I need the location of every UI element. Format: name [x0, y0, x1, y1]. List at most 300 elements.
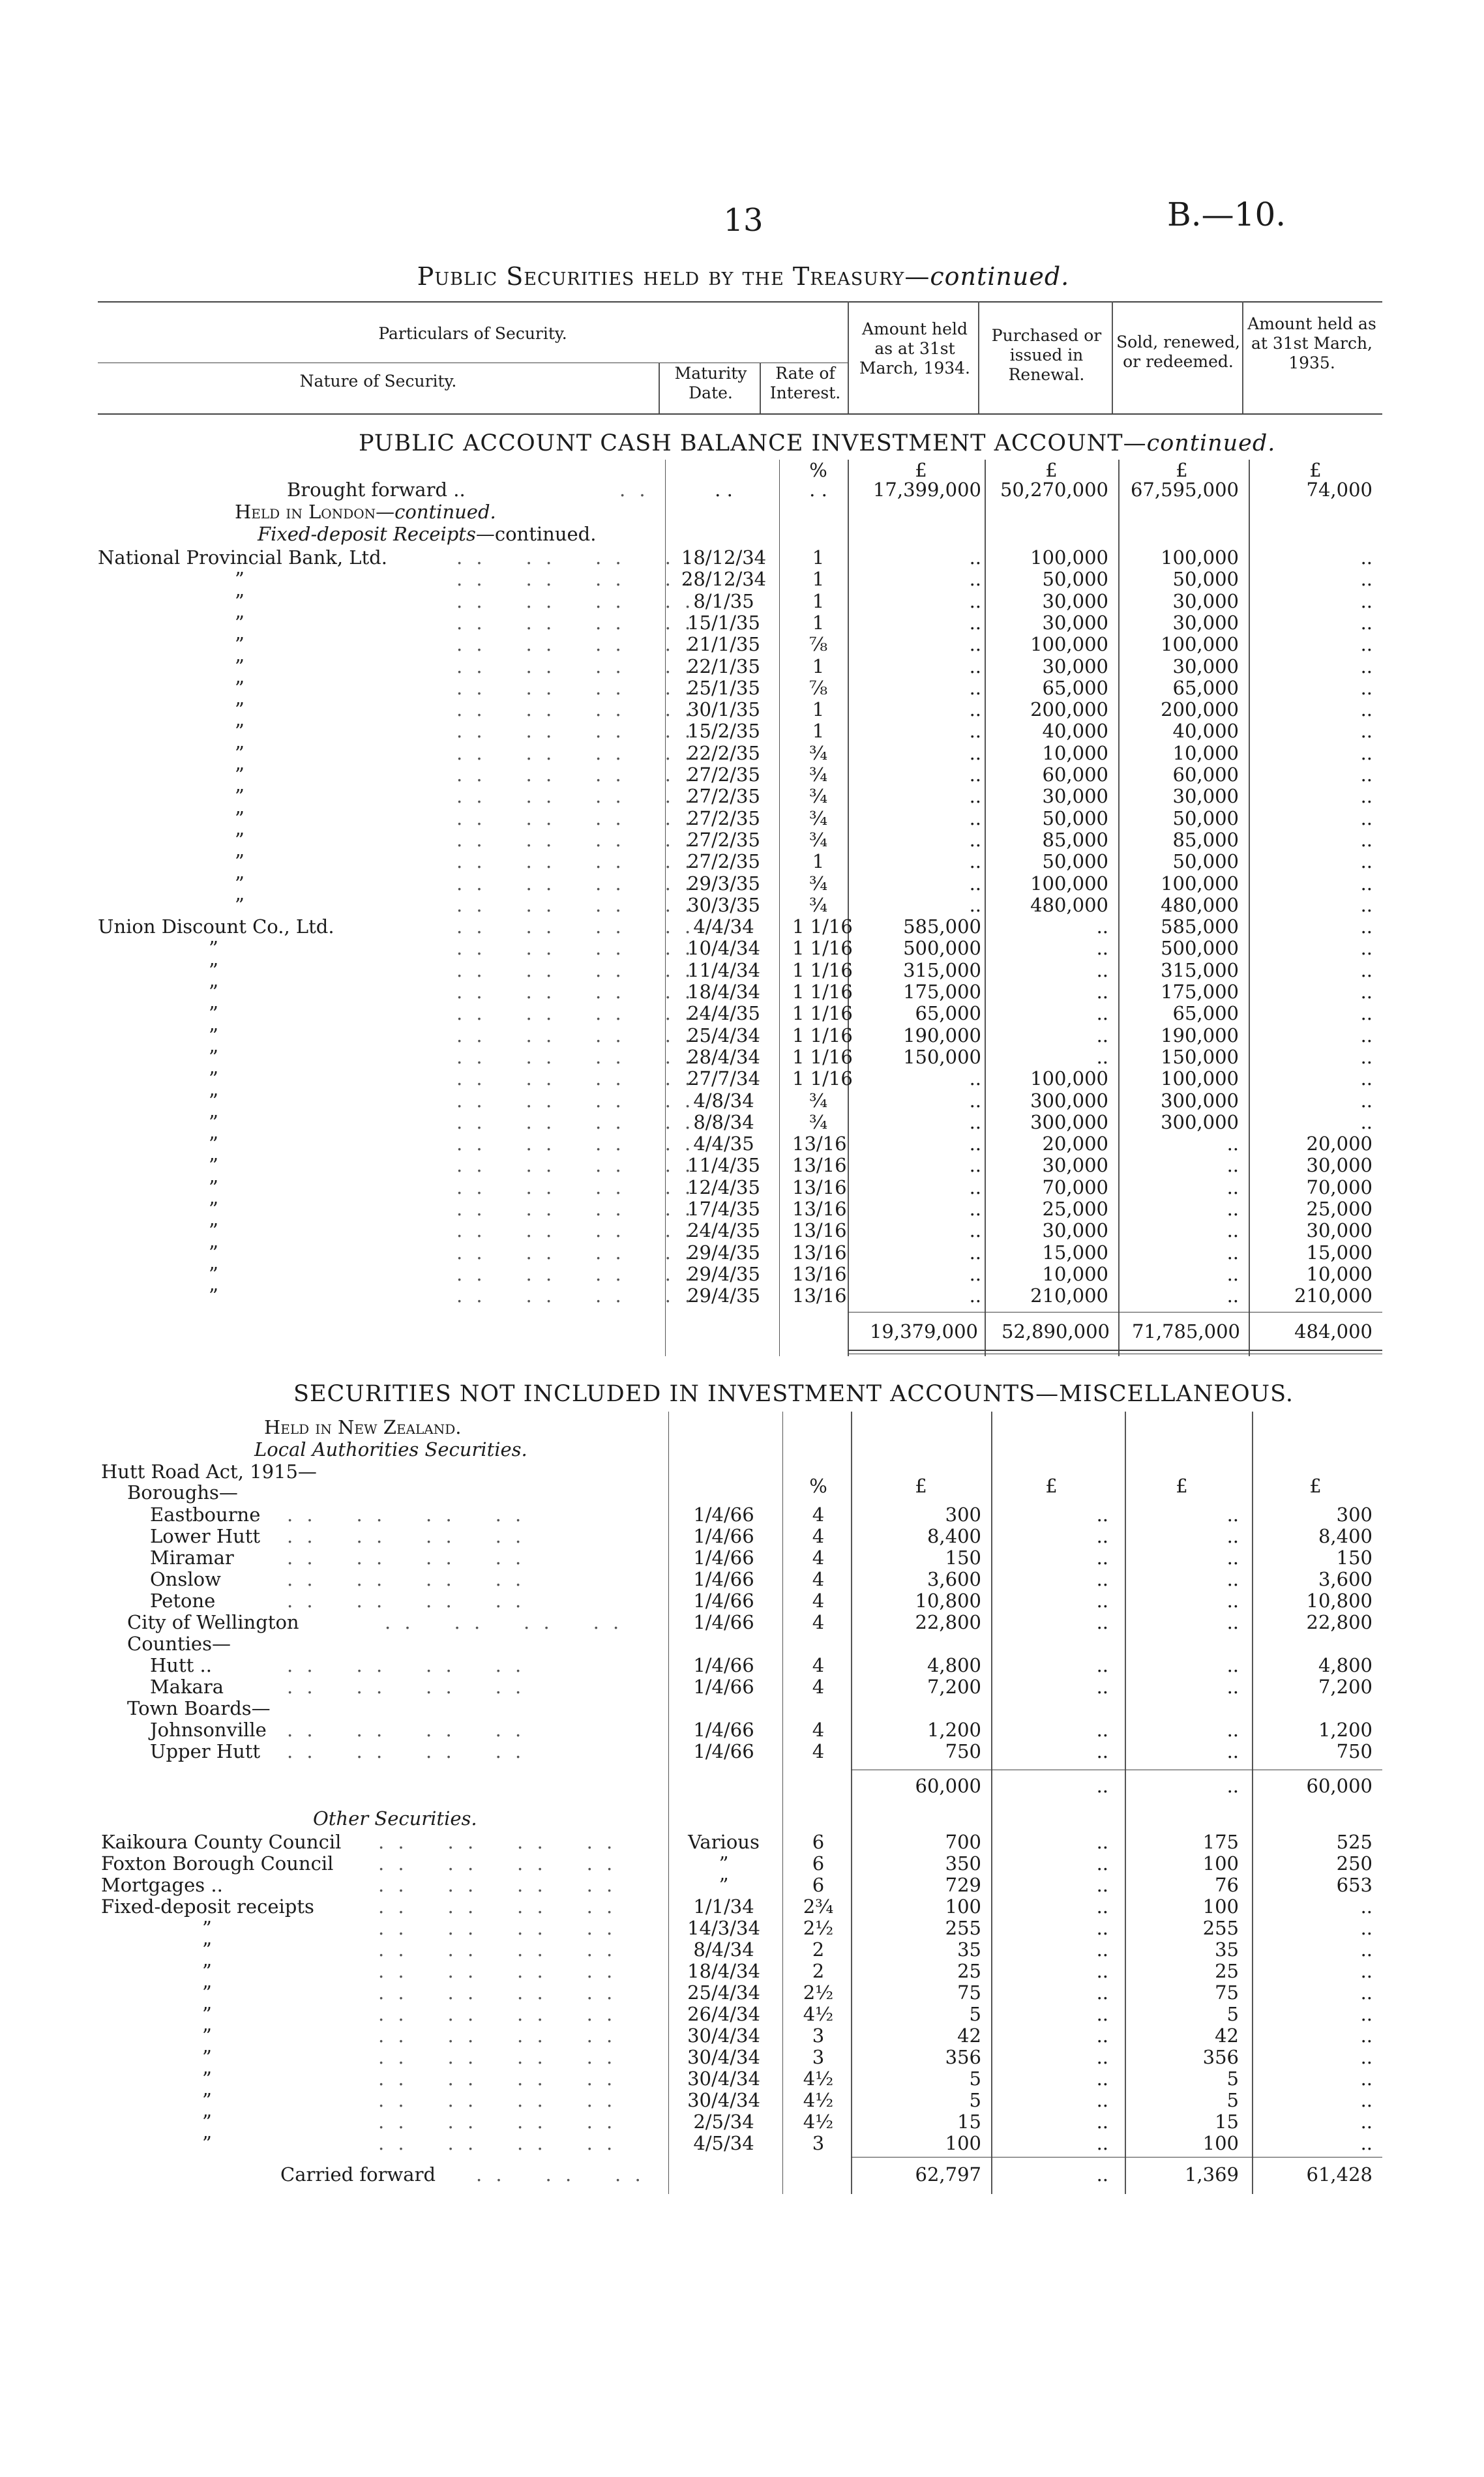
section-title-misc: SECURITIES NOT INCLUDED IN INVESTMENT ACCOUNTS—MISCELLANEOUS. [293, 1381, 1294, 1407]
leader-dots: . . . . . . . . [456, 1198, 695, 1220]
interest-rate: 13/16 [792, 1133, 847, 1155]
maturity-date: 28/12/34 [681, 568, 767, 590]
amount-purchased: 50,000 [1042, 568, 1108, 590]
interest-rate: 6 [812, 1874, 825, 1896]
unit-sold: £ [1176, 1475, 1188, 1497]
amount-purchased: 50,000 [1042, 850, 1108, 872]
interest-rate: 2½ [803, 1917, 834, 1939]
table-row [0, 1611, 1484, 1633]
amount-end: .. [1360, 764, 1373, 786]
table-row [0, 720, 1484, 742]
amount-end: 22,800 [1306, 1611, 1373, 1633]
maturity-date: 1/4/66 [693, 1740, 754, 1762]
amount-purchased: 30,000 [1042, 590, 1108, 612]
maturity-date: 14/3/34 [687, 1917, 760, 1939]
document-code: B.—10. [1167, 196, 1286, 233]
amount-purchased: .. [1096, 1917, 1108, 1939]
amount-held: 100 [945, 1895, 981, 1918]
amount-purchased: .. [1096, 2025, 1108, 2047]
amount-held: .. [969, 1263, 981, 1285]
security-name: ” [209, 981, 218, 1003]
amount-purchased: .. [1096, 981, 1108, 1003]
header-top-rule [98, 301, 1382, 303]
table-row [0, 742, 1484, 764]
security-name: ” [235, 698, 245, 720]
table-row [0, 1831, 1484, 1853]
security-name: Foxton Borough Council [101, 1852, 334, 1875]
amount-held: 5 [969, 2003, 981, 2025]
amount-purchased: .. [1096, 2068, 1108, 2090]
security-name: Fixed-deposit receipts [101, 1895, 314, 1918]
carried-forward-held: 62,797 [915, 2163, 981, 2186]
amount-purchased: 200,000 [1030, 698, 1108, 720]
amount-sold: .. [1226, 1611, 1239, 1633]
interest-rate: 4½ [803, 2111, 834, 2133]
maturity-date: 8/8/34 [693, 1111, 754, 1133]
amount-end: 15,000 [1306, 1241, 1373, 1264]
amount-end: .. [1360, 937, 1373, 959]
table-row [0, 1133, 1484, 1155]
table-row [0, 1568, 1484, 1590]
table-row [0, 568, 1484, 590]
table-row [0, 1198, 1484, 1220]
held-in-nz-heading: Held in New Zealand. [264, 1416, 462, 1438]
amount-held: .. [969, 1133, 981, 1155]
amount-end: .. [1360, 915, 1373, 938]
security-name: ” [235, 568, 245, 590]
amount-end: .. [1360, 1938, 1373, 1961]
leader-dots: . . . . . . . . [287, 1740, 526, 1762]
security-name: ” [202, 2132, 212, 2154]
header-divider [659, 363, 660, 413]
amount-end: .. [1360, 2003, 1373, 2025]
leader-dots: . . . . . . . . [287, 1504, 526, 1526]
amount-sold: .. [1226, 1133, 1239, 1155]
amount-end: .. [1360, 829, 1373, 851]
amount-sold: 76 [1215, 1874, 1239, 1896]
held-in-london-text: Held in London— [235, 501, 395, 523]
amount-held: 150 [945, 1547, 981, 1569]
amount-purchased: 70,000 [1042, 1176, 1108, 1198]
header-nature: Nature of Security. [299, 372, 457, 391]
security-name: ” [209, 1219, 218, 1241]
leader-dots: . . . . . . . . [456, 1219, 695, 1241]
leader-dots: . . . . . . . . [456, 546, 695, 569]
boroughs-heading: Boroughs— [127, 1481, 238, 1504]
held-in-london-continued: continued. [394, 501, 496, 523]
amount-held: .. [969, 894, 981, 916]
table-row [0, 850, 1484, 872]
section-title-text: PUBLIC ACCOUNT CASH BALANCE INVESTMENT ACCOUNT— [359, 430, 1147, 456]
leader-dots: . . . . . . . . [456, 1241, 695, 1264]
maturity-date: 1/4/66 [693, 1719, 754, 1741]
table-row [0, 1241, 1484, 1264]
table-row [0, 1547, 1484, 1569]
table-row [0, 1067, 1484, 1090]
maturity-date: 18/4/34 [687, 1960, 760, 1982]
amount-purchased: 20,000 [1042, 1133, 1108, 1155]
security-name: ” [202, 1938, 212, 1961]
amount-sold: 50,000 [1172, 807, 1239, 829]
amount-purchased: .. [1096, 915, 1108, 938]
unit-purchased: £ [1045, 1475, 1058, 1497]
amount-purchased: .. [1096, 2003, 1108, 2025]
amount-sold: .. [1226, 1198, 1239, 1220]
amount-sold: .. [1226, 1547, 1239, 1569]
unit-rate: % [809, 459, 827, 481]
amount-held: .. [969, 698, 981, 720]
maturity-date: ” [719, 1874, 729, 1896]
security-name: Eastbourne [150, 1504, 261, 1526]
table-row [0, 1111, 1484, 1133]
local-authorities-heading: Local Authorities Securities. [254, 1438, 527, 1461]
leader-dots: . . . . . . . . [456, 981, 695, 1003]
leader-dots: . . . . . . . . [378, 2111, 617, 2133]
interest-rate: 4½ [803, 2003, 834, 2025]
amount-held: .. [969, 590, 981, 612]
security-name: ” [235, 785, 245, 807]
interest-rate: 3 [812, 2025, 825, 2047]
amount-purchased: .. [1096, 1002, 1108, 1024]
leader-dots: . . . . . . . . [456, 915, 695, 938]
amount-sold: 65,000 [1172, 1002, 1239, 1024]
amount-held: 315,000 [903, 959, 981, 981]
amount-sold: 50,000 [1172, 568, 1239, 590]
leader-dots: . . . . . . . . [378, 2046, 617, 2068]
security-name: ” [235, 807, 245, 829]
leader-dots: . . . . . . . . [456, 807, 695, 829]
leader-dots: . . . . . . . . [456, 1154, 695, 1176]
maturity-date: 25/4/34 [687, 1981, 760, 2004]
maturity-date: 30/3/35 [687, 894, 760, 916]
interest-rate: 13/16 [792, 1198, 847, 1220]
amount-sold: 25 [1215, 1960, 1239, 1982]
leader-dots: . . . . . . . . [456, 612, 695, 634]
amount-held: .. [969, 633, 981, 655]
interest-rate: 4 [812, 1568, 825, 1590]
amount-purchased: .. [1096, 1831, 1108, 1853]
amount-sold: 5 [1226, 2068, 1239, 2090]
amount-end: .. [1360, 981, 1373, 1003]
security-name: ” [202, 2089, 212, 2111]
amount-sold: 255 [1202, 1917, 1239, 1939]
amount-end: .. [1360, 2025, 1373, 2047]
amount-end: .. [1360, 612, 1373, 634]
interest-rate: 1 1/16 [792, 1067, 853, 1090]
maturity-date: 30/1/35 [687, 698, 760, 720]
amount-purchased: .. [1096, 937, 1108, 959]
amount-end: 10,800 [1306, 1590, 1373, 1612]
security-name: ” [202, 2046, 212, 2068]
security-name: ” [202, 1960, 212, 1982]
maturity-date: 4/5/34 [693, 2132, 754, 2154]
security-name: ” [235, 764, 245, 786]
interest-rate: 1 [812, 546, 825, 569]
table-row [0, 937, 1484, 959]
amount-held: .. [969, 1067, 981, 1090]
maturity-date: 30/4/34 [687, 2046, 760, 2068]
maturity-date: 28/4/34 [687, 1046, 760, 1068]
group-heading: Counties— [127, 1633, 231, 1655]
amount-purchased: 30,000 [1042, 1219, 1108, 1241]
security-name: ” [209, 1090, 218, 1112]
amount-end: .. [1360, 1046, 1373, 1068]
amount-held: 65,000 [915, 1002, 981, 1024]
amount-end: .. [1360, 2132, 1373, 2154]
amount-end: 250 [1336, 1852, 1373, 1875]
interest-rate: 4 [812, 1740, 825, 1762]
amount-sold: .. [1226, 1219, 1239, 1241]
page-title-text: Public Securities held by the Treasury— [417, 262, 930, 291]
amount-sold: 75 [1215, 1981, 1239, 2004]
maturity-date: 21/1/35 [687, 633, 760, 655]
header-divider [1112, 301, 1113, 413]
amount-sold: 35 [1215, 1938, 1239, 1961]
interest-rate: ¾ [809, 1111, 828, 1133]
amount-sold: 300,000 [1161, 1111, 1239, 1133]
leader-dots: . . . . . . . . [378, 1960, 617, 1982]
maturity-date: 27/2/35 [687, 764, 760, 786]
amount-end: .. [1360, 959, 1373, 981]
amount-end: 525 [1336, 1831, 1373, 1853]
maturity-date: 1/4/66 [693, 1504, 754, 1526]
amount-held: .. [969, 1111, 981, 1133]
amount-held: 17,399,000 [872, 479, 981, 501]
amount-end: .. [1360, 1895, 1373, 1918]
maturity-date: 1/4/66 [693, 1568, 754, 1590]
table-row [0, 1874, 1484, 1896]
amount-held: 4,800 [927, 1654, 981, 1676]
carried-forward-label: Carried forward [280, 2163, 436, 2186]
maturity-date: 27/7/34 [687, 1067, 760, 1090]
leader-dots: . . . . . . . . [378, 1852, 617, 1875]
table-row [0, 1981, 1484, 2004]
interest-rate: ¾ [809, 1090, 828, 1112]
amount-sold: 42 [1215, 2025, 1239, 2047]
amount-sold: .. [1226, 1590, 1239, 1612]
amount-sold: 100,000 [1161, 1067, 1239, 1090]
table-row [0, 1046, 1484, 1068]
leader-dots: . . . . . . . . [456, 720, 695, 742]
amount-purchased: .. [1096, 2111, 1108, 2133]
maturity-date: 27/2/35 [687, 807, 760, 829]
maturity-date: 1/4/66 [693, 1654, 754, 1676]
interest-rate: ¾ [809, 742, 828, 764]
amount-held: .. [969, 764, 981, 786]
interest-rate: 13/16 [792, 1219, 847, 1241]
amount-purchased: .. [1096, 959, 1108, 981]
maturity-date: 29/4/35 [687, 1263, 760, 1285]
amount-held: .. [969, 829, 981, 851]
interest-rate: 6 [812, 1831, 825, 1853]
amount-held: .. [969, 546, 981, 569]
maturity-date: . . [715, 479, 733, 501]
security-name: ” [235, 655, 245, 677]
amount-end: 653 [1336, 1874, 1373, 1896]
amount-sold: .. [1226, 1740, 1239, 1762]
table-row [0, 612, 1484, 634]
amount-end: .. [1360, 1960, 1373, 1982]
maturity-date: 24/4/35 [687, 1219, 760, 1241]
amount-sold: .. [1226, 1654, 1239, 1676]
table-row [0, 1024, 1484, 1046]
table-row [0, 1654, 1484, 1676]
interest-rate: 13/16 [792, 1154, 847, 1176]
amount-end: 30,000 [1306, 1154, 1373, 1176]
total-purchased: 52,890,000 [1001, 1320, 1110, 1342]
security-name: ” [209, 1241, 218, 1264]
table-row [0, 1263, 1484, 1285]
maturity-date: 18/4/34 [687, 981, 760, 1003]
interest-rate: 1 [812, 612, 825, 634]
amount-held: 356 [945, 2046, 981, 2068]
amount-sold: .. [1226, 1154, 1239, 1176]
table-row [0, 959, 1484, 981]
amount-held: .. [969, 568, 981, 590]
amount-held: 35 [957, 1938, 981, 1961]
leader-dots: . . . . . . . . [456, 1090, 695, 1112]
maturity-date: 30/4/34 [687, 2068, 760, 2090]
interest-rate: 4 [812, 1504, 825, 1526]
interest-rate: 4 [812, 1611, 825, 1633]
header-amount-held-1935: Amount held as at 31st March, 1935. [1247, 314, 1376, 372]
amount-held: .. [969, 742, 981, 764]
leader-dots: . . . . . . . . [456, 1067, 695, 1090]
amount-purchased: .. [1096, 1719, 1108, 1741]
table-row [0, 981, 1484, 1003]
amount-purchased: .. [1096, 1676, 1108, 1698]
interest-rate: 4 [812, 1547, 825, 1569]
table-row [0, 1676, 1484, 1698]
interest-rate: ⅞ [809, 633, 828, 655]
maturity-date: 2/5/34 [693, 2111, 754, 2133]
fixed-deposit-heading [258, 523, 596, 545]
table-row [0, 1852, 1484, 1875]
leader-dots: . . . . . . . . [378, 2025, 617, 2047]
interest-rate: ¾ [809, 829, 828, 851]
interest-rate: 1 [812, 655, 825, 677]
security-name: ” [202, 2068, 212, 2090]
total-end: 484,000 [1294, 1320, 1373, 1342]
security-name: ” [209, 1284, 218, 1307]
amount-purchased: 100,000 [1030, 546, 1108, 569]
carried-forward-row [0, 2163, 1484, 2186]
table-row [0, 1590, 1484, 1612]
security-name: Makara [150, 1676, 224, 1698]
amount-sold: 175,000 [1161, 981, 1239, 1003]
carried-forward-rule [851, 2157, 1382, 2158]
interest-rate: 1 [812, 850, 825, 872]
maturity-date: ” [719, 1852, 729, 1875]
maturity-date: 1/4/66 [693, 1590, 754, 1612]
leader-dots: . . . . . . . . [456, 1284, 695, 1307]
amount-held: .. [969, 1219, 981, 1241]
amount-held: 190,000 [903, 1024, 981, 1046]
security-name: Petone [150, 1590, 216, 1612]
amount-held: 8,400 [927, 1525, 981, 1547]
amount-held: 22,800 [915, 1611, 981, 1633]
security-name: ” [202, 2025, 212, 2047]
table-row [0, 1895, 1484, 1918]
maturity-date: 1/4/66 [693, 1611, 754, 1633]
total-held: 19,379,000 [869, 1320, 978, 1342]
maturity-date: 8/1/35 [693, 590, 754, 612]
security-name: Johnsonville [150, 1719, 267, 1741]
table-row [0, 764, 1484, 786]
carried-forward-purchased: .. [1096, 2163, 1108, 2186]
security-name: ” [202, 2111, 212, 2133]
header-maturity: Maturity Date. [674, 364, 747, 402]
totals-top-rule [848, 1312, 1382, 1313]
amount-sold: .. [1226, 1676, 1239, 1698]
amount-end: .. [1360, 546, 1373, 569]
leader-dots: . . . . . . . . [456, 1002, 695, 1024]
section-title-cash-balance [359, 430, 1275, 456]
amount-purchased: .. [1096, 1740, 1108, 1762]
security-name: ” [209, 1024, 218, 1046]
unit-end: £ [1309, 1475, 1322, 1497]
interest-rate: 13/16 [792, 1176, 847, 1198]
amount-held: 5 [969, 2089, 981, 2111]
amount-end: 74,000 [1306, 479, 1373, 501]
maturity-date: 17/4/35 [687, 1198, 760, 1220]
header-purchased: Purchased or issued in Renewal. [991, 326, 1102, 384]
table-row [0, 894, 1484, 916]
security-name: ” [209, 937, 218, 959]
maturity-date: 1/1/34 [693, 1895, 754, 1918]
leader-dots: . . . . . . . . [456, 894, 695, 916]
amount-purchased: .. [1096, 1611, 1108, 1633]
amount-end: .. [1360, 785, 1373, 807]
maturity-date: 25/4/34 [687, 1024, 760, 1046]
interest-rate: 13/16 [792, 1263, 847, 1285]
interest-rate: 4 [812, 1590, 825, 1612]
amount-sold: 356 [1202, 2046, 1239, 2068]
subtotal-sold: .. [1226, 1775, 1239, 1797]
brought-forward-row [0, 479, 1484, 501]
amount-purchased: 30,000 [1042, 655, 1108, 677]
security-name: ” [202, 1917, 212, 1939]
interest-rate: 1 1/16 [792, 937, 853, 959]
leader-dots: . . . . . . . . [456, 1263, 695, 1285]
header-amount-held-1934: Amount held as at 31st March, 1934. [859, 319, 971, 378]
security-name: ” [235, 872, 245, 895]
amount-held: .. [969, 1198, 981, 1220]
leader-dots: . . . . . . . . [287, 1654, 526, 1676]
amount-held: 255 [945, 1917, 981, 1939]
leader-dots: . . . . . . . . [287, 1547, 526, 1569]
brought-forward-label: Brought forward .. [287, 479, 466, 501]
leader-dots: . . . . . . . . [378, 2003, 617, 2025]
amount-end: 8,400 [1318, 1525, 1373, 1547]
interest-rate: ¾ [809, 807, 828, 829]
amount-purchased: 300,000 [1030, 1111, 1108, 1133]
leader-dots: . . . . . . . . [378, 2068, 617, 2090]
leader-dots: . . . . . . . . [456, 1176, 695, 1198]
header-particulars: Particulars of Security. [378, 324, 567, 343]
amount-held: 10,800 [915, 1590, 981, 1612]
table-row [0, 1504, 1484, 1526]
amount-held: 7,200 [927, 1676, 981, 1698]
maturity-date: 22/2/35 [687, 742, 760, 764]
table-row [0, 2003, 1484, 2025]
security-name: Onslow [150, 1568, 221, 1590]
amount-held: .. [969, 677, 981, 699]
subtotal-end: 60,000 [1306, 1775, 1373, 1797]
amount-sold: 300,000 [1161, 1090, 1239, 1112]
units-row [0, 459, 1484, 481]
unit-end: £ [1309, 459, 1322, 481]
